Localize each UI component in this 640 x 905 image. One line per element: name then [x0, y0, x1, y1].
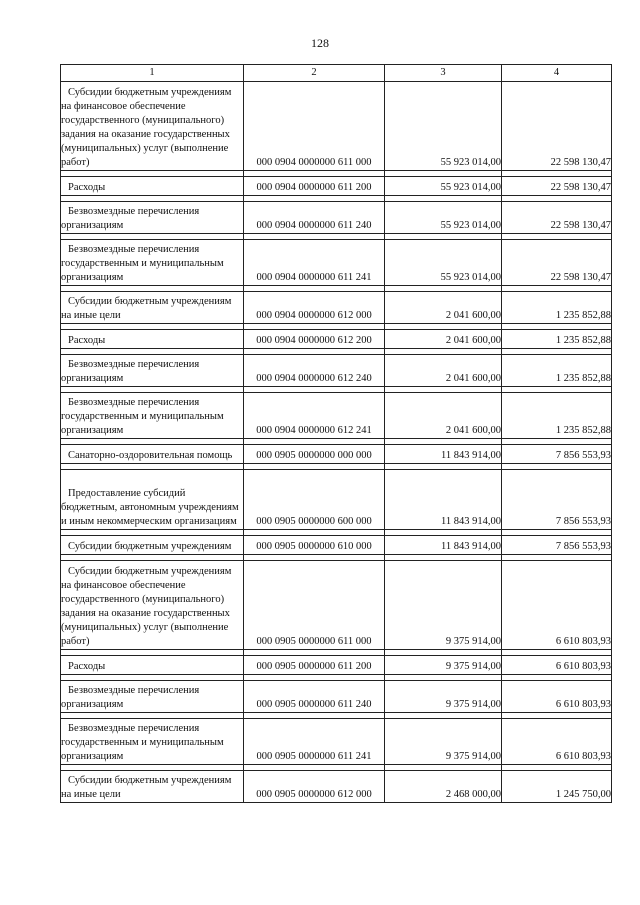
row-fact-cell: 1 235 852,88 [502, 330, 612, 349]
row-code-cell: 000 0904 0000000 612 200 [244, 330, 385, 349]
row-code-cell: 000 0905 0000000 610 000 [244, 536, 385, 555]
row-fact-cell: 6 610 803,93 [502, 719, 612, 765]
table-row [61, 561, 612, 650]
column-header: 2 [244, 65, 385, 82]
row-plan-cell: 11 843 914,00 [385, 470, 502, 530]
column-header: 1 [61, 65, 244, 82]
table-row [61, 202, 612, 234]
row-code-cell: 000 0905 0000000 611 200 [244, 656, 385, 675]
row-name-cell: Субсидии бюджетным учреждениям на иные цели [61, 292, 244, 324]
row-name-cell: Безвозмездные перечисления организациям [61, 355, 244, 387]
column-header: 4 [502, 65, 612, 82]
row-code-cell: 000 0905 0000000 611 000 [244, 561, 385, 650]
row-fact-cell: 7 856 553,93 [502, 536, 612, 555]
table-row [61, 82, 612, 171]
row-name-cell: Субсидии бюджетным учреждениям [61, 536, 244, 555]
row-plan-cell: 2 041 600,00 [385, 292, 502, 324]
table-row [61, 656, 612, 675]
row-plan-cell: 2 041 600,00 [385, 355, 502, 387]
row-name-cell: Расходы [61, 656, 244, 675]
table-row [61, 719, 612, 765]
row-plan-cell: 2 041 600,00 [385, 393, 502, 439]
row-plan-cell: 9 375 914,00 [385, 719, 502, 765]
row-code-cell: 000 0905 0000000 612 000 [244, 771, 385, 803]
row-name-cell: Безвозмездные перечисления государственным и муниципальным организациям [61, 240, 244, 286]
row-name-cell: Субсидии бюджетным учреждениям на иные цели [61, 771, 244, 803]
row-code-cell: 000 0904 0000000 611 000 [244, 82, 385, 171]
page-number: 128 [311, 36, 329, 50]
column-header: 3 [385, 65, 502, 82]
row-code-cell: 000 0904 0000000 612 000 [244, 292, 385, 324]
row-fact-cell: 7 856 553,93 [502, 470, 612, 530]
row-fact-cell: 1 245 750,00 [502, 771, 612, 803]
table-row [61, 355, 612, 387]
row-name-cell: Субсидии бюджетным учреждениям на финансовое обеспечение государственного (муниципального) задания на оказание государственных (муниципальных) услуг (выполнение работ) [61, 82, 244, 171]
row-plan-cell: 55 923 014,00 [385, 202, 502, 234]
row-fact-cell: 22 598 130,47 [502, 240, 612, 286]
row-plan-cell: 11 843 914,00 [385, 445, 502, 464]
table-row [61, 240, 612, 286]
row-name-cell: Расходы [61, 330, 244, 349]
row-fact-cell: 1 235 852,88 [502, 393, 612, 439]
row-plan-cell: 55 923 014,00 [385, 177, 502, 196]
row-code-cell: 000 0904 0000000 612 240 [244, 355, 385, 387]
row-name-cell: Безвозмездные перечисления государственным и муниципальным организациям [61, 719, 244, 765]
row-plan-cell: 55 923 014,00 [385, 82, 502, 171]
table-row [61, 177, 612, 196]
table-row [61, 445, 612, 464]
row-fact-cell: 1 235 852,88 [502, 292, 612, 324]
row-fact-cell: 22 598 130,47 [502, 82, 612, 171]
row-name-cell: Предоставление субсидий бюджетным, автономным учреждениям и иным некоммерческим организациям [61, 470, 244, 530]
row-fact-cell: 6 610 803,93 [502, 681, 612, 713]
table-row [61, 292, 612, 324]
row-code-cell: 000 0905 0000000 611 241 [244, 719, 385, 765]
row-name-cell: Санаторно-оздоровительная помощь [61, 445, 244, 464]
row-code-cell: 000 0905 0000000 611 240 [244, 681, 385, 713]
row-plan-cell: 9 375 914,00 [385, 656, 502, 675]
row-name-cell: Расходы [61, 177, 244, 196]
table-row [61, 470, 612, 530]
row-name-cell: Безвозмездные перечисления государственным и муниципальным организациям [61, 393, 244, 439]
row-plan-cell: 55 923 014,00 [385, 240, 502, 286]
row-code-cell: 000 0904 0000000 611 241 [244, 240, 385, 286]
row-plan-cell: 9 375 914,00 [385, 681, 502, 713]
row-plan-cell: 9 375 914,00 [385, 561, 502, 650]
row-code-cell: 000 0904 0000000 611 240 [244, 202, 385, 234]
row-fact-cell: 6 610 803,93 [502, 656, 612, 675]
table-row [61, 681, 612, 713]
row-plan-cell: 2 468 000,00 [385, 771, 502, 803]
table-row [61, 330, 612, 349]
row-code-cell: 000 0905 0000000 000 000 [244, 445, 385, 464]
row-code-cell: 000 0905 0000000 600 000 [244, 470, 385, 530]
row-fact-cell: 1 235 852,88 [502, 355, 612, 387]
row-plan-cell: 11 843 914,00 [385, 536, 502, 555]
table-row [61, 771, 612, 803]
table-row [61, 536, 612, 555]
row-code-cell: 000 0904 0000000 611 200 [244, 177, 385, 196]
row-code-cell: 000 0904 0000000 612 241 [244, 393, 385, 439]
row-name-cell: Безвозмездные перечисления организациям [61, 681, 244, 713]
table-row [61, 393, 612, 439]
row-fact-cell: 22 598 130,47 [502, 177, 612, 196]
row-fact-cell: 7 856 553,93 [502, 445, 612, 464]
row-fact-cell: 6 610 803,93 [502, 561, 612, 650]
row-fact-cell: 22 598 130,47 [502, 202, 612, 234]
row-plan-cell: 2 041 600,00 [385, 330, 502, 349]
column-header-row [61, 65, 612, 82]
row-name-cell: Безвозмездные перечисления организациям [61, 202, 244, 234]
budget-table [60, 64, 612, 803]
row-name-cell: Субсидии бюджетным учреждениям на финансовое обеспечение государственного (муниципального) задания на оказание государственных (муниципальных) услуг (выполнение работ) [61, 561, 244, 650]
